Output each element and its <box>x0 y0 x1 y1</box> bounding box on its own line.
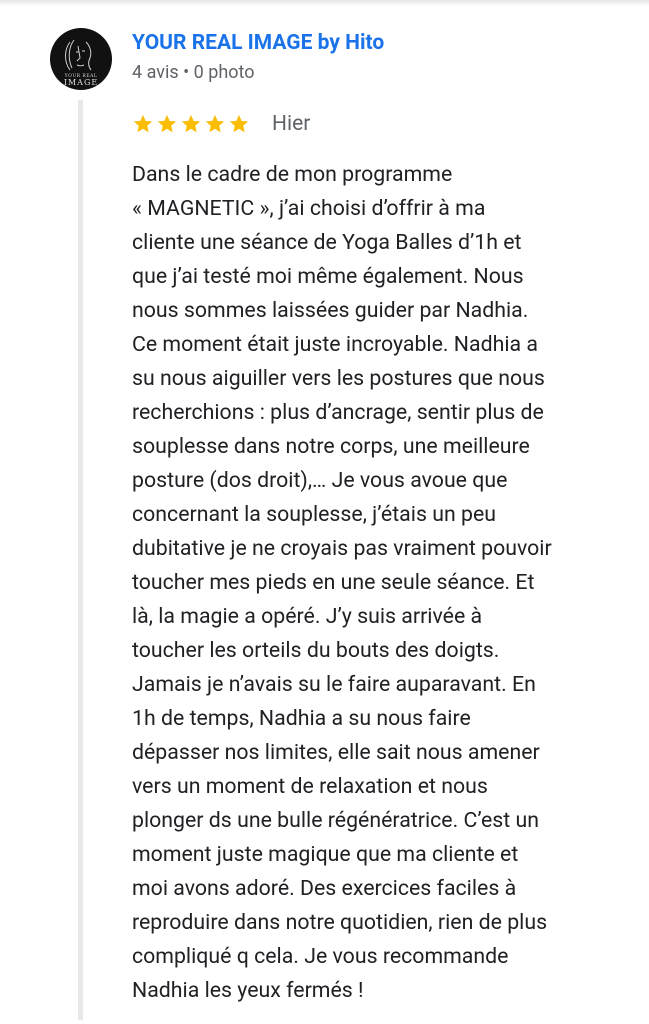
review-text-line: reproduire dans notre quotidien, rien de plus <box>132 910 548 935</box>
review-text-line: « MAGNETIC », j’ai choisi d’offrir à ma <box>132 196 486 221</box>
review-text-line: là, la magie a opéré. J’y suis arrivée à <box>132 604 483 629</box>
review-text-line: plonger ds une bulle régénératrice. C’est un <box>132 808 540 833</box>
thread-line <box>78 100 83 1020</box>
review-text-line: moment juste magique que ma cliente et <box>132 842 519 867</box>
review-text-line: posture (dos droit),… Je vous avoue que <box>132 468 508 493</box>
avatar[interactable] <box>50 28 112 90</box>
review-text-line: souplesse dans notre corps, une meilleure <box>132 434 530 459</box>
review-text-line: toucher mes pieds en une seule séance. Et <box>132 570 535 595</box>
star-icon <box>132 113 154 135</box>
review-text <box>132 158 632 1008</box>
avatar-brand-line1: YOUR REAL <box>64 74 98 79</box>
author-name[interactable]: YOUR REAL IMAGE by Hito <box>132 31 385 55</box>
star-icon <box>180 113 202 135</box>
review-text-line: 1h de temps, Nadhia a su nous faire <box>132 706 471 731</box>
author-meta: 4 avis • 0 photo <box>132 62 255 83</box>
review-text-line: Ce moment était juste incroyable. Nadhia a <box>132 332 538 357</box>
review-text-line: su nous aiguiller vers les postures que nous <box>132 366 545 391</box>
top-divider <box>0 0 649 6</box>
review-text-line: nous sommes laissées guider par Nadhia. <box>132 298 529 323</box>
review-text-line: vers un moment de relaxation et nous <box>132 774 488 799</box>
star-icon <box>156 113 178 135</box>
review-date: Hier <box>272 112 311 136</box>
avatar-logo <box>50 28 112 90</box>
review-text-line: recherchions : plus d’ancrage, sentir plus de <box>132 400 544 425</box>
review-text-line: moi avons adoré. Des exercices faciles à <box>132 876 517 901</box>
star-icon <box>228 113 250 135</box>
review-text-line: Nadhia les yeux fermés ! <box>132 978 364 1003</box>
star-icon <box>204 113 226 135</box>
review-text-line: Jamais je n’avais su le faire auparavant. En <box>132 672 536 697</box>
review-text-line: cliente une séance de Yoga Balles d’1h et <box>132 230 522 255</box>
review-text-line: dépasser nos limites, elle sait nous amener <box>132 740 540 765</box>
star-rating <box>132 113 250 135</box>
rating-row <box>132 108 310 140</box>
review-text-line: Dans le cadre de mon programme <box>132 162 453 187</box>
avatar-brand-line2: IMAGE <box>63 78 99 87</box>
review-text-line: toucher les orteils du bouts des doigts. <box>132 638 500 663</box>
review-text-line: concernant la souplesse, j’étais un peu <box>132 502 496 527</box>
review-text-line: que j’ai testé moi même également. Nous <box>132 264 524 289</box>
review-text-line: dubitative je ne croyais pas vraiment pouvoir <box>132 536 552 561</box>
review-text-line: compliqué q cela. Je vous recommande <box>132 944 509 969</box>
